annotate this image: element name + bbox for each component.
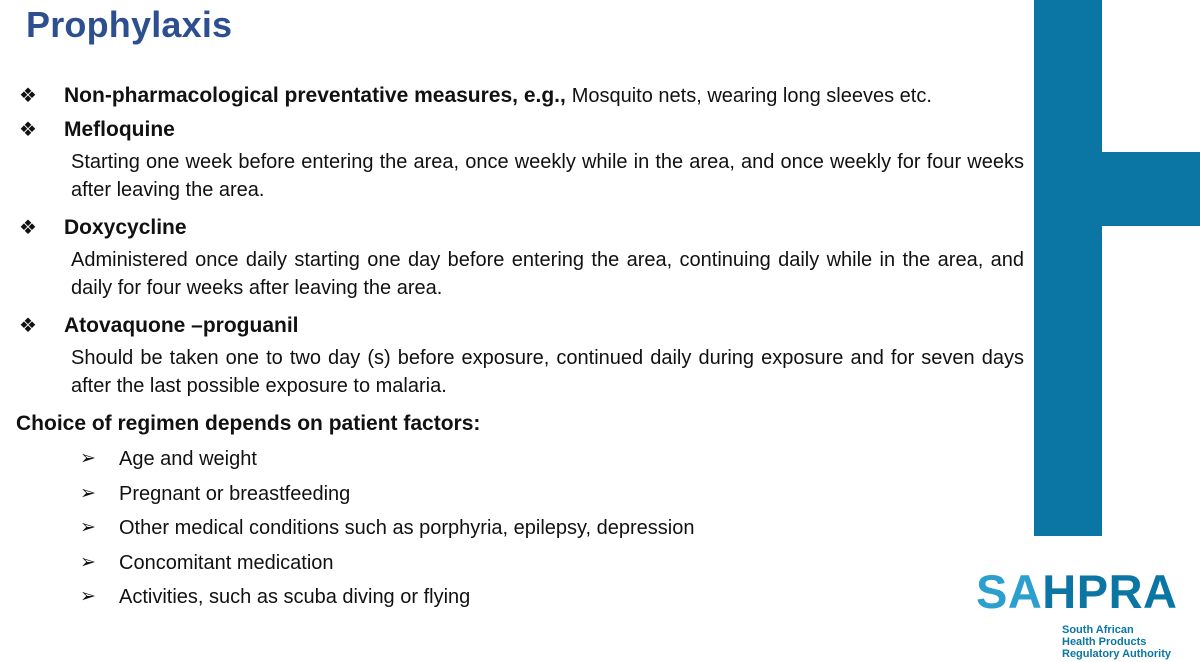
list-item [80,511,1026,546]
bullet-heading: Non-pharmacological preventative measures, e.g., [64,84,566,107]
bullet-description: Should be taken one to two day (s) before exposure, continued daily during exposure and for seven days after the last possible exposure to malaria. [71,347,1024,397]
list-item [80,580,1026,615]
diamond-bullet-icon: ❖ [19,85,37,107]
bullet-non-pharmacological [16,80,1026,114]
arrow-bullet-icon: ➢ [80,586,96,607]
diamond-bullet-icon: ❖ [19,315,37,337]
logo-subtitle-line: Regulatory Authority [1062,648,1171,660]
logo-wordmark [976,566,1177,618]
logo-subtitle-line: Health Products [1062,636,1147,648]
bullet-mefloquine [16,114,1026,212]
bullet-heading-row [19,212,1026,246]
factor-text: Age and weight [119,448,257,470]
bullet-heading-row [19,80,1026,114]
decorative-vertical-bar [1034,0,1102,536]
arrow-bullet-icon: ➢ [80,551,96,573]
slide-content [16,80,1026,615]
diamond-bullet-icon: ❖ [19,217,37,239]
logo-subtitle [1062,624,1171,660]
list-item [80,442,1026,477]
bullet-atovaquone-proguanil [16,310,1026,408]
factor-text: Concomitant medication [119,551,334,574]
diamond-bullet-icon: ❖ [19,119,37,141]
bullet-heading-suffix: Mosquito nets, wearing long sleeves etc. [571,85,932,107]
bullet-description: Starting one week before entering the area, once weekly while in the area, and once weekly for four weeks after leaving the area. [71,151,1024,201]
logo-hpra-text: HPRA [1042,565,1178,618]
bullet-heading-row [19,114,1026,148]
factor-text: Other medical conditions such as porphyria, epilepsy, depression [119,517,695,539]
arrow-bullet-icon: ➢ [80,448,96,469]
logo-subtitle-line: South African [1062,624,1134,636]
bullet-heading: Mefloquine [64,118,175,141]
sahpra-logo [976,565,1186,660]
list-item [80,477,1026,512]
bullet-doxycycline [16,212,1026,310]
arrow-bullet-icon: ➢ [80,517,96,538]
choice-of-regimen-heading: Choice of regimen depends on patient factors: [16,412,481,435]
factor-text: Pregnant or breastfeeding [119,482,351,505]
bullet-description: Administered once daily starting one day before entering the area, continuing daily while in the area, and daily for four weeks after leaving the area. [71,249,1024,299]
factor-text: Activities, such as scuba diving or flying [119,586,471,608]
list-item [80,546,1026,581]
logo-sa-text: SA [976,565,1043,618]
decorative-horizontal-bar [1034,152,1200,226]
bullet-heading: Atovaquone –proguanil [64,314,299,337]
bullet-heading: Doxycycline [64,216,187,239]
patient-factors-list [16,442,1026,615]
bullet-heading-row [19,310,1026,344]
arrow-bullet-icon: ➢ [80,482,96,504]
slide-title: Prophylaxis [26,4,233,45]
